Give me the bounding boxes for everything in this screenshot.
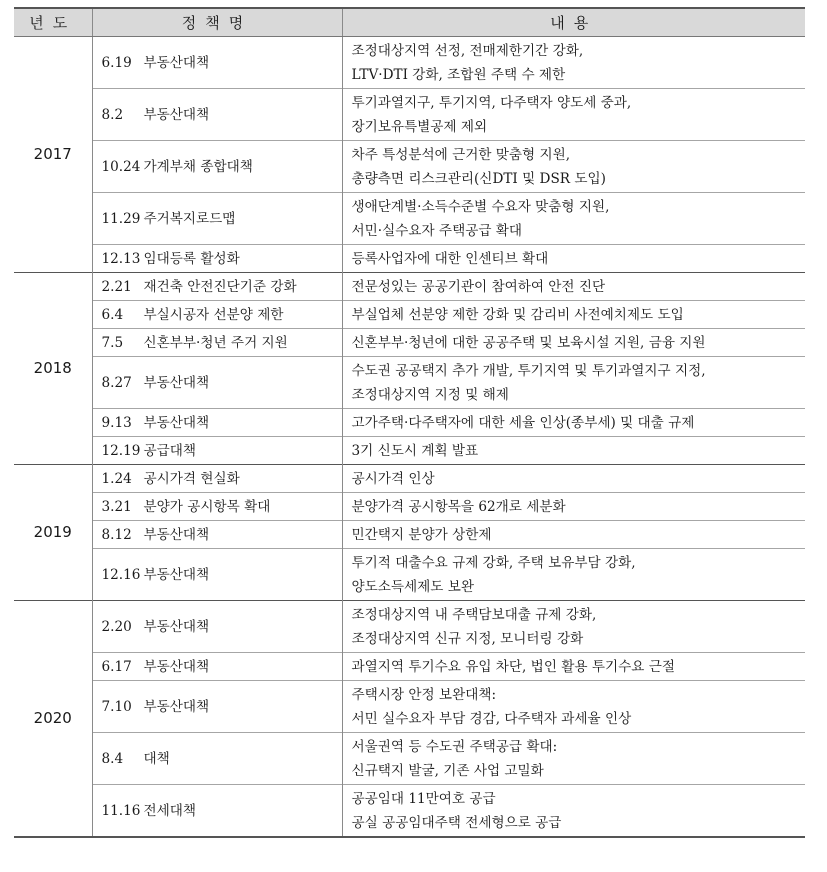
policy-name: 부동산대책 (143, 374, 210, 391)
content-line: 투기적 대출수요 규제 강화, 주택 보유부담 강화, (351, 554, 636, 571)
content-line: 분양가격 공시항목을 62개로 세분화 (351, 498, 566, 515)
policy-cell (92, 300, 342, 328)
content-cell (342, 652, 805, 680)
policy-name: 분양가 공시항목 확대 (143, 498, 271, 515)
policy-cell (92, 36, 342, 88)
year-cell: 2020 (14, 600, 92, 837)
table-row (14, 436, 805, 464)
policy-date: 8.2 (101, 106, 124, 123)
content-cell (342, 300, 805, 328)
policy-cell (92, 680, 342, 732)
content-cell (342, 140, 805, 192)
policy-date: 3.21 (101, 498, 132, 515)
policy-name: 전세대책 (143, 802, 197, 819)
policy-name: 부동산대책 (143, 54, 210, 71)
content-cell (342, 784, 805, 837)
policy-name: 부실시공자 선분양 제한 (143, 306, 284, 323)
policy-date: 9.13 (101, 414, 132, 431)
header-content: 내용 (342, 8, 805, 36)
content-line: 3기 신도시 계획 발표 (351, 442, 479, 459)
content-cell (342, 408, 805, 436)
policy-cell (92, 408, 342, 436)
content-line: 신규택지 발굴, 기존 사업 고밀화 (351, 762, 544, 779)
header-policy: 정책명 (92, 8, 342, 36)
table-row (14, 548, 805, 600)
content-line: 양도소득세제도 보완 (351, 578, 475, 595)
policy-name: 임대등록 활성화 (143, 250, 240, 267)
year-cell: 2018 (14, 272, 92, 464)
policy-cell (92, 548, 342, 600)
policy-date: 12.19 (101, 442, 141, 459)
content-cell (342, 36, 805, 88)
content-line: 서민 실수요자 부담 경감, 다주택자 과세율 인상 (351, 710, 632, 727)
content-line: 과열지역 투기수요 유입 차단, 법인 활용 투기수요 근절 (351, 658, 675, 675)
policy-cell (92, 784, 342, 837)
policy-date: 8.12 (101, 526, 132, 543)
policy-cell (92, 140, 342, 192)
table-row (14, 492, 805, 520)
policy-date: 6.19 (101, 54, 132, 71)
content-cell (342, 356, 805, 408)
policy-date: 12.16 (101, 566, 141, 583)
policy-date: 10.24 (101, 158, 141, 175)
content-cell (342, 328, 805, 356)
table-row (14, 300, 805, 328)
table-row (14, 600, 805, 652)
table-row (14, 356, 805, 408)
policy-date: 6.4 (101, 306, 124, 323)
header-row (14, 8, 805, 36)
content-line: 조정대상지역 지정 및 해제 (351, 386, 509, 403)
content-cell (342, 244, 805, 272)
table-row (14, 464, 805, 492)
policy-name: 부동산대책 (143, 566, 210, 583)
policy-table (14, 7, 805, 838)
table-row (14, 140, 805, 192)
policy-cell (92, 244, 342, 272)
content-line: 수도권 공공택지 추가 개발, 투기지역 및 투기과열지구 지정, (351, 362, 706, 379)
content-line: 신혼부부·청년에 대한 공공주택 및 보육시설 지원, 금융 지원 (351, 334, 706, 351)
policy-cell (92, 436, 342, 464)
policy-cell (92, 652, 342, 680)
content-line: 공실 공공임대주택 전세형으로 공급 (351, 814, 562, 831)
table-row (14, 680, 805, 732)
table-body (14, 36, 805, 837)
table-row (14, 192, 805, 244)
content-line: 주택시장 안정 보완대책: (351, 686, 497, 703)
content-cell (342, 272, 805, 300)
policy-date: 2.20 (101, 618, 132, 635)
policy-date: 12.13 (101, 250, 141, 267)
policy-date: 11.16 (101, 802, 141, 819)
content-line: 민간택지 분양가 상한제 (351, 526, 492, 543)
policy-cell (92, 600, 342, 652)
header-year: 년도 (14, 8, 92, 36)
content-cell (342, 548, 805, 600)
content-line: 조정대상지역 내 주택담보대출 규제 강화, (351, 606, 597, 623)
table-row (14, 272, 805, 300)
policy-cell (92, 464, 342, 492)
policy-date: 7.10 (101, 698, 132, 715)
policy-name: 부동산대책 (143, 106, 210, 123)
content-line: 총량측면 리스크관리(신DTI 및 DSR 도입) (351, 170, 606, 187)
policy-cell (92, 520, 342, 548)
table-row (14, 784, 805, 837)
content-line: 공시가격 인상 (351, 470, 435, 487)
content-line: 생애단계별·소득수준별 수요자 맞춤형 지원, (351, 198, 610, 215)
content-line: LTV·DTI 강화, 조합원 주택 수 제한 (351, 66, 566, 83)
policy-name: 주거복지로드맵 (143, 210, 236, 227)
content-line: 고가주택·다주택자에 대한 세율 인상(종부세) 및 대출 규제 (351, 414, 695, 431)
policy-cell (92, 356, 342, 408)
content-cell (342, 436, 805, 464)
policy-date: 6.17 (101, 658, 132, 675)
year-cell: 2017 (14, 36, 92, 272)
policy-cell (92, 88, 342, 140)
year-cell: 2019 (14, 464, 92, 600)
policy-date: 7.5 (101, 334, 124, 351)
content-line: 공공임대 11만여호 공급 (351, 790, 496, 807)
table-row (14, 408, 805, 436)
table-row (14, 88, 805, 140)
content-cell (342, 88, 805, 140)
policy-name: 부동산대책 (143, 698, 210, 715)
policy-name: 부동산대책 (143, 526, 210, 543)
content-cell (342, 600, 805, 652)
policy-cell (92, 192, 342, 244)
table-row (14, 244, 805, 272)
content-line: 서민·실수요자 주택공급 확대 (351, 222, 523, 239)
content-line: 전문성있는 공공기관이 참여하여 안전 진단 (351, 278, 606, 295)
table-row (14, 520, 805, 548)
policy-name: 재건축 안전진단기준 강화 (143, 278, 297, 295)
policy-date: 8.4 (101, 750, 124, 767)
policy-name: 가계부채 종합대책 (143, 158, 253, 175)
policy-name: 부동산대책 (143, 658, 210, 675)
policy-name: 부동산대책 (143, 618, 210, 635)
content-line: 부실업체 선분양 제한 강화 및 감리비 사전예치제도 도입 (351, 306, 684, 323)
policy-cell (92, 328, 342, 356)
policy-name: 공급대책 (143, 442, 197, 459)
content-cell (342, 732, 805, 784)
policy-date: 8.27 (101, 374, 132, 391)
content-cell (342, 680, 805, 732)
content-line: 등록사업자에 대한 인센티브 확대 (351, 250, 549, 267)
content-cell (342, 464, 805, 492)
table-row (14, 732, 805, 784)
content-line: 조정대상지역 선정, 전매제한기간 강화, (351, 42, 584, 59)
content-cell (342, 520, 805, 548)
policy-date: 1.24 (101, 470, 132, 487)
content-line: 투기과열지구, 투기지역, 다주택자 양도세 중과, (351, 94, 632, 111)
content-line: 조정대상지역 신규 지정, 모니터링 강화 (351, 630, 584, 647)
content-cell (342, 192, 805, 244)
table-row (14, 652, 805, 680)
policy-name: 공시가격 현실화 (143, 470, 240, 487)
policy-date: 2.21 (101, 278, 132, 295)
policy-cell (92, 732, 342, 784)
policy-name: 부동산대책 (143, 414, 210, 431)
policy-table-container (14, 7, 805, 838)
content-cell (342, 492, 805, 520)
policy-date: 11.29 (101, 210, 141, 227)
policy-cell (92, 272, 342, 300)
policy-name: 신혼부부·청년 주거 지원 (143, 334, 288, 351)
table-row (14, 328, 805, 356)
policy-name: 대책 (143, 750, 170, 767)
content-line: 장기보유특별공제 제외 (351, 118, 488, 135)
table-row (14, 36, 805, 88)
content-line: 서울권역 등 수도권 주택공급 확대: (351, 738, 558, 755)
content-line: 차주 특성분석에 근거한 맞춤형 지원, (351, 146, 571, 163)
policy-cell (92, 492, 342, 520)
